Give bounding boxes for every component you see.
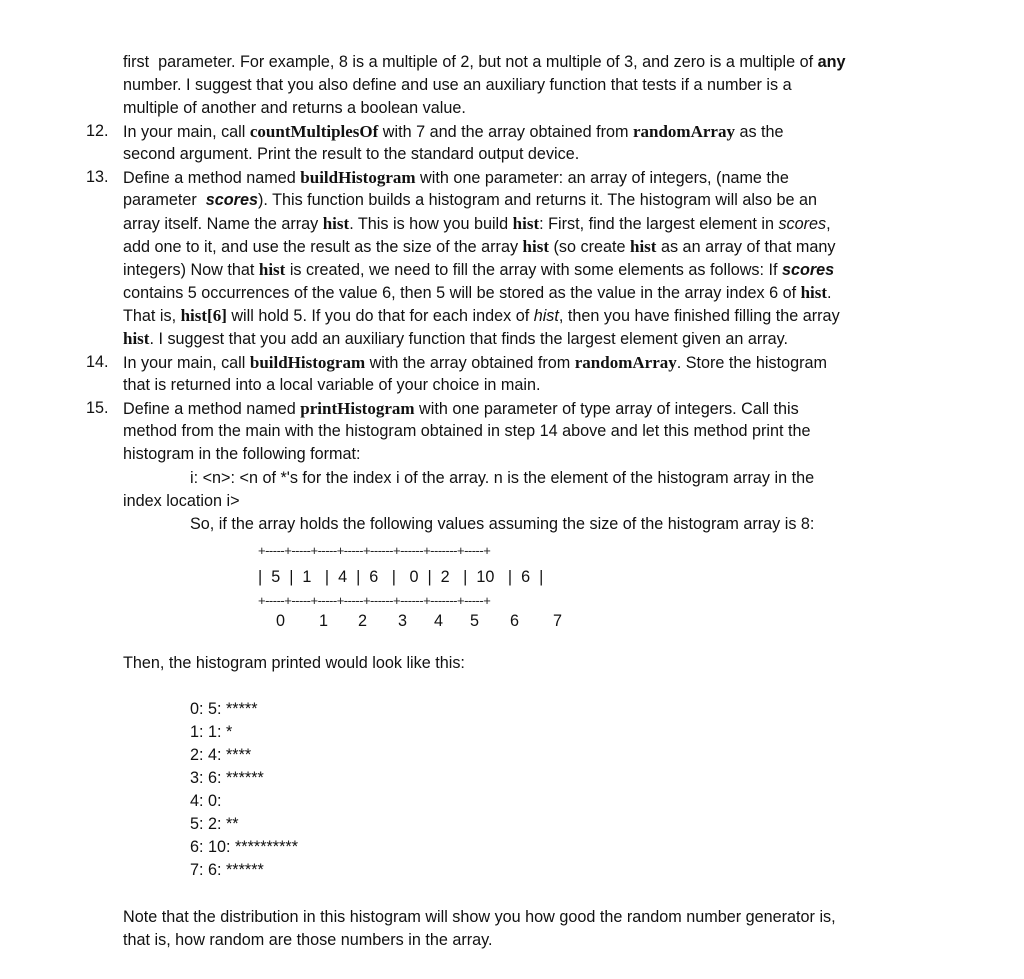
code-buildHistogram: buildHistogram <box>300 168 416 187</box>
item-14-line-2: that is returned into a local variable of your choice in main. <box>123 376 541 394</box>
histogram-line: 7: 6: ****** <box>190 861 264 879</box>
item-12-number: 12. <box>86 122 109 140</box>
code-countMultiplesOf: countMultiplesOf <box>249 122 379 141</box>
then-text: Then, the histogram printed would look like this: <box>123 654 465 672</box>
item-13-line-5 <box>123 258 834 282</box>
text-segment: with one parameter of type array of integers. Call this <box>414 400 799 418</box>
note-line-1: Note that the distribution in this histogram will show you how good the random number generator is, <box>123 908 836 926</box>
note-line-2: that is, how random are those numbers in the array. <box>123 931 493 949</box>
item-13-line-1 <box>123 166 789 190</box>
text-segment: . <box>827 284 832 302</box>
histogram-line: 6: 10: ********** <box>190 838 298 856</box>
item-15-line-1 <box>123 397 799 421</box>
array-index: 7 <box>553 612 563 630</box>
array-index: 1 <box>319 612 329 630</box>
histogram-line: 5: 2: ** <box>190 815 239 833</box>
text-segment: integers) Now that <box>123 261 259 279</box>
text-segment: (so create <box>549 238 630 256</box>
code-hist: hist <box>258 260 286 279</box>
code-hist: hist <box>322 214 350 233</box>
array-index: 0 <box>276 612 286 630</box>
text-segment: array itself. Name the array <box>123 215 323 233</box>
histogram-line: 2: 4: **** <box>190 746 252 764</box>
text-segment: ). This function builds a histogram and returns it. The histogram will also be an <box>257 191 818 209</box>
text-segment: Define a method named <box>123 400 301 418</box>
item-15-line-3: histogram in the following format: <box>123 445 361 463</box>
item-15-format-line: i: <n>: <n of *'s for the index i of the array. n is the element of the histogram array in the <box>190 469 815 487</box>
item-13-line-8 <box>123 327 788 351</box>
text-segment: contains 5 occurrences of the value 6, then 5 will be stored as the value in the array index 6 of <box>123 284 801 302</box>
italic-scores: scores <box>778 215 827 233</box>
code-hist: hist <box>522 237 550 256</box>
text-segment: That is, <box>123 307 181 325</box>
array-example <box>258 539 588 635</box>
text-segment: is created, we need to fill the array with some elements as follows: If <box>285 261 782 279</box>
item-13-line-3 <box>123 212 831 236</box>
text-segment: , then you have finished filling the array <box>558 307 840 325</box>
text-segment: . This is how you build <box>349 215 513 233</box>
item-13-line-6 <box>123 281 832 305</box>
code-hist: hist <box>630 237 657 256</box>
text-segment: : First, find the largest element in <box>539 215 779 233</box>
array-cells-row: | 5 | 1 | 4 | 6 | 0 | 2 | 10 | 6 | <box>258 568 544 586</box>
item-12-line-1 <box>123 120 784 144</box>
histogram-line: 4: 0: <box>190 792 222 810</box>
array-border-top: +-----+-----+-----+-----+------+------+-------+-----+ <box>258 543 491 558</box>
text-segment: , <box>826 215 831 233</box>
array-index: 3 <box>398 612 408 630</box>
item-14-line-1 <box>123 351 827 375</box>
intro-line-1-bold: any <box>817 53 846 71</box>
text-segment: with the array obtained from <box>365 354 575 372</box>
item-13-number: 13. <box>86 168 109 186</box>
item-13-line-2 <box>123 189 817 212</box>
text-segment: Define a method named <box>123 169 301 187</box>
intro-line-1 <box>123 51 846 74</box>
italic-scores: scores <box>205 191 258 209</box>
text-segment: as an array of that many <box>656 238 836 256</box>
histogram-line: 1: 1: * <box>190 723 233 741</box>
item-15-format-line-2: index location i> <box>123 492 240 510</box>
item-15-line-2: method from the main with the histogram obtained in step 14 above and let this method print the <box>123 422 811 440</box>
text-segment: . I suggest that you add an auxiliary function that finds the largest element given an array. <box>149 330 789 348</box>
intro-line-3: multiple of another and returns a boolean value. <box>123 99 466 117</box>
text-segment: In your main, call <box>123 354 250 372</box>
array-index: 4 <box>434 612 444 630</box>
item-13-line-4 <box>123 235 836 259</box>
text-segment: add one to it, and use the result as the size of the array <box>123 238 523 256</box>
text-segment: In your main, call <box>123 123 250 141</box>
text-segment: as the <box>734 123 784 141</box>
item-13-line-7 <box>123 304 840 328</box>
text-segment: with one parameter: an array of integers, (name the <box>415 169 789 187</box>
text-segment: . Store the histogram <box>676 354 827 372</box>
italic-hist: hist <box>533 307 559 325</box>
code-hist: hist <box>512 214 540 233</box>
italic-scores: scores <box>781 261 835 279</box>
code-buildHistogram: buildHistogram <box>249 353 366 372</box>
item-15-example-intro: So, if the array holds the following values assuming the size of the histogram array is 8: <box>190 515 815 533</box>
code-randomArray: randomArray <box>632 122 735 141</box>
code-printHistogram: printHistogram <box>300 399 415 418</box>
text-segment: parameter <box>123 191 206 209</box>
code-hist: hist <box>123 329 150 348</box>
item-15-number: 15. <box>86 399 109 417</box>
intro-line-2: number. I suggest that you also define and use an auxiliary function that tests if a number is a <box>123 76 792 94</box>
code-hist: hist <box>800 283 828 302</box>
histogram-line: 0: 5: ***** <box>190 700 258 718</box>
array-index: 5 <box>470 612 480 630</box>
array-index: 6 <box>510 612 520 630</box>
histogram-line: 3: 6: ****** <box>190 769 264 787</box>
array-index: 2 <box>358 612 368 630</box>
code-hist-6: hist[6] <box>180 306 227 325</box>
text-segment: will hold 5. If you do that for each index of <box>226 307 534 325</box>
code-randomArray: randomArray <box>574 353 677 372</box>
text-segment: with 7 and the array obtained from <box>378 123 633 141</box>
item-14-number: 14. <box>86 353 109 371</box>
item-12-line-2: second argument. Print the result to the standard output device. <box>123 145 580 163</box>
array-border-bottom: +-----+-----+-----+-----+------+------+-------+-----+ <box>258 593 491 608</box>
intro-line-1-text: first parameter. For example, 8 is a multiple of 2, but not a multiple of 3, and zero is a multiple of <box>123 53 818 71</box>
